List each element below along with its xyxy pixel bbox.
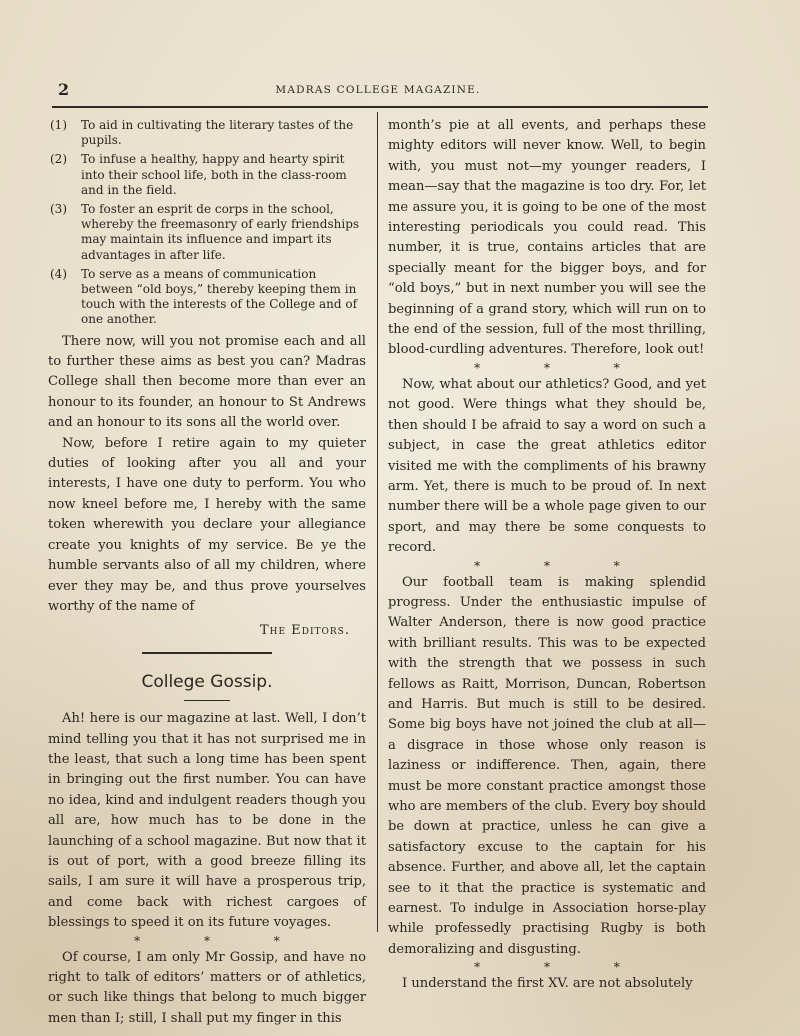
running-head: MADRAS COLLEGE MAGAZINE. [275, 84, 481, 96]
paragraph: Of course, I am only Mr Gossip, and have no right to talk of editors’ matters or of athletics, or such like things that belong to much bigger men than I; still, I shall put my finger in this [48, 949, 366, 1026]
column-divider [377, 112, 378, 932]
aim-text: To foster an esprit de corps in the school, whereby the freemasonry of early friendships may maintain its influence and impart its advantages in after life. [81, 202, 360, 262]
paragraph: Our football team is making splendid progress. Under the enthusiastic impulse of Walter Anderson, there is now good practice with brilliant results. This was to be expected with the strength that we possess in such fellows as Raitt, Morrison, Duncan, Robertson and Harris. But much is still to be desired. Some big boys have not joined the club at all—a disgrace in those whose only reason is laziness or indifference. Then, again, there must be more constant practice amongst those who are members of the club. Every boy should be down at practice, unless he can give a satisfactory excuse to the captain for his absence. Further, and above all, let the captain see to it that the practice is systematic and earnest. To indulge in Association horse-play while professedly practising Rugby is both demoralizing and disgusting. [388, 574, 706, 957]
header-rule [52, 106, 708, 108]
section-separator-rule [142, 652, 272, 654]
aim-text: To aid in cultivating the literary tastes of the pupils. [81, 118, 354, 148]
paragraph: Ah! here is our magazine at last. Well, I don’t mind telling you that it has not surprised me in the least, that such a long time has been spent in bringing out the first number. You can have no idea, kind and indulgent readers though you all are, how much has to be done in the launching of a school magazine. But now that it is out of port, with a good breeze filling its sails, I am sure it will have a prosperous trip, and come back with richest cargoes of blessings to speed it on its future voyages. [48, 711, 366, 931]
aim-item [48, 118, 366, 148]
aim-number: (1) [50, 118, 67, 132]
aim-number: (3) [50, 202, 67, 217]
aim-item [48, 152, 366, 198]
asterism: * * * [474, 360, 650, 375]
paragraph: There now, will you not promise each and all to further these aims as best you can? Madras College shall then become more than ever an honour to its founder, an honour to St Andrews and an honour to its sons all the world over. [48, 333, 366, 431]
page-number: 2 [58, 80, 70, 99]
aims-list [48, 118, 366, 328]
section-title: College Gossip. [141, 671, 273, 692]
left-column [48, 116, 366, 1029]
asterism: * * * [134, 933, 310, 948]
paragraph: month’s pie at all events, and perhaps these mighty editors will never know. Well, to begin with, you must not—my younger readers, I mean—say that the magazine is too dry. For, let me assure you, it is going to be one of the most interesting periodicals you could read. This number, it is true, contains articles that are specially meant for the bigger boys, and for “old boys,” but in next number you will see the beginning of a grand story, which will run on to the end of the session, full of the most thrilling, blood-curdling adventures. Therefore, look out! [388, 118, 706, 358]
asterism: * * * [474, 960, 650, 975]
title-underline [184, 700, 230, 701]
aim-item [48, 202, 366, 263]
aim-number: (2) [50, 152, 67, 167]
right-column [388, 116, 706, 995]
aim-item [48, 267, 366, 328]
paragraph: Now, what about our athletics? Good, and yet not good. Were things what they should be, then should I be afraid to say a word on such a subject, in case the great athletics editor visited me with the compliments of his brawny arm. Yet, there is much to be proud of. In next number there will be a whole page given to our sport, and may there be some conquests to record. [388, 376, 706, 556]
paragraph: I understand the first XV. are not absolutely [402, 976, 693, 992]
asterism: * * * [474, 558, 650, 573]
aim-number: (4) [50, 266, 67, 281]
aim-text: To serve as a means of communication between “old boys,” thereby keeping them in touch with the interests of the College and of one another. [81, 266, 358, 327]
page-header [48, 80, 708, 102]
paragraph: Now, before I retire again to my quieter duties of looking after you all and your interests, I have one duty to perform. You who now kneel before me, I hereby with the same token wherewith you declare your allegiance create you knights of my service. Be ye the humble servants also of all my children, where ever they may be, and thus prove yourselves worthy of the name of [48, 435, 366, 614]
aim-text: To infuse a healthy, happy and hearty spirit into their school life, both in the class-room and in the field. [81, 152, 347, 197]
editors-signature: The Editors. [259, 623, 350, 639]
